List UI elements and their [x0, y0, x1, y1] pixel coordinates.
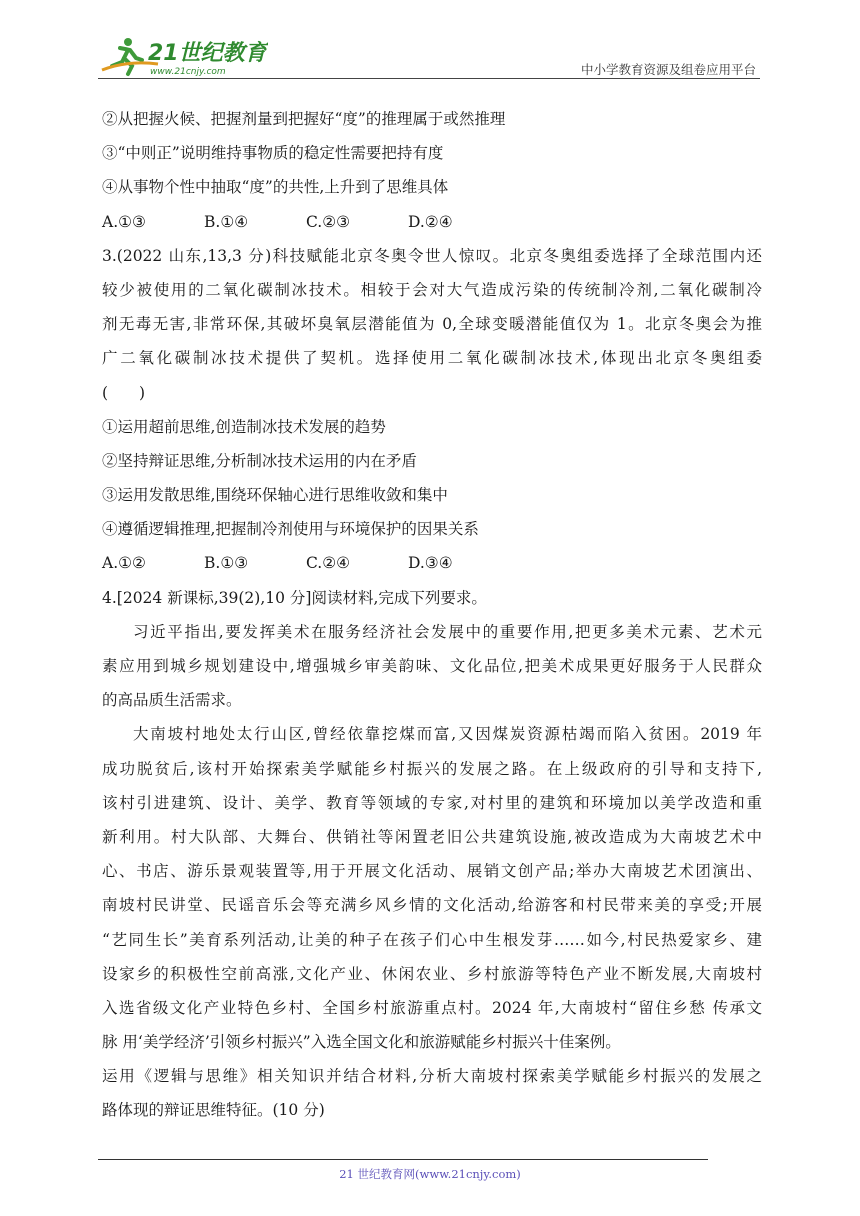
material-paragraph-2: 该村引进建筑、设计、美学、教育等领域的专家,对村里的建筑和环境加以美学改造和重 — [102, 793, 762, 812]
statement-4: ④从事物个性中抽取“度”的共性,上升到了思维具体 — [102, 178, 449, 197]
question-3-stem: 较少被使用的二氧化碳制冰技术。相较于会对大气造成污染的传统制冷剂,二氧化碳制冷 — [102, 280, 762, 299]
material-paragraph-1: 习近平指出,要发挥美术在服务经济社会发展中的重要作用,把更多美术元素、艺术元 — [133, 622, 762, 641]
question-3-stem: 广二氧化碳制冰技术提供了契机。选择使用二氧化碳制冰技术,体现出北京冬奥组委 — [102, 349, 762, 368]
statement-3: ③运用发散思维,围绕环保轴心进行思维收敛和集中 — [102, 486, 448, 505]
question-4-task: 路体现的辩证思维特征。(10 分) — [102, 1101, 325, 1120]
site-name: 中小学教育资源及组卷应用平台 — [580, 62, 756, 77]
material-paragraph-2: 心、书店、游乐景观装置等,用于开展文化活动、展销文创产品;举办大南坡艺术团演出、 — [102, 862, 762, 881]
option-d: D.③④ — [408, 554, 453, 573]
material-paragraph-2: 脉 用‘美学经济’引领乡村振兴”入选全国文化和旅游赋能乡村振兴十佳案例。 — [102, 1033, 621, 1052]
header-divider — [98, 78, 760, 79]
option-d: D.②④ — [408, 212, 453, 231]
answer-options-q3 — [102, 546, 762, 580]
option-c: C.②④ — [306, 554, 351, 573]
material-paragraph-2: 大南坡村地处太行山区,曾经依靠挖煤而富,又因煤炭资源枯竭而陷入贫困。2019 年 — [133, 725, 762, 744]
question-4-stem: 4.[2024 新课标,39(2),10 分]阅读材料,完成下列要求。 — [102, 588, 487, 607]
option-b: B.①③ — [204, 554, 249, 573]
site-logo — [98, 34, 268, 78]
option-a: A.①③ — [102, 212, 146, 231]
statement-3: ③“中则正”说明维持事物质的稳定性需要把持有度 — [102, 144, 444, 163]
material-paragraph-1: 素应用到城乡规划建设中,增强城乡审美韵味、文化品位,把美术成果更好服务于人民群众 — [102, 657, 762, 675]
option-b: B.①④ — [204, 212, 249, 231]
material-paragraph-2: 南坡村民讲堂、民谣音乐会等充满乡风乡情的文化活动,给游客和村民带来美的享受;开展 — [102, 896, 762, 915]
question-4-task: 运用《逻辑与思维》相关知识并结合材料,分析大南坡村探索美学赋能乡村振兴的发展之 — [102, 1067, 762, 1086]
question-3-stem: 剂无毒无害,非常环保,其破坏臭氧层潜能值为 0,全球变暖潜能值仅为 1。北京冬奥会为推 — [102, 315, 762, 334]
material-paragraph-2: 新利用。村大队部、大舞台、供销社等闲置老旧公共建筑设施,被改造成为大南坡艺术中 — [102, 827, 762, 846]
question-3-stem: 3.(2022 山东,13,3 分)科技赋能北京冬奥令世人惊叹。北京冬奥组委选择了全球范围内还 — [102, 246, 762, 265]
statement-2: ②从把握火候、把握剂量到把握好“度”的推理属于或然推理 — [102, 110, 506, 128]
svg-text:www.21cnjy.com: www.21cnjy.com — [150, 67, 226, 77]
statement-4: ④遵循逻辑推理,把握制冷剂使用与环境保护的因果关系 — [102, 520, 479, 539]
material-paragraph-2: 设家乡的积极性空前高涨,文化产业、休闲农业、乡村旅游等特色产业不断发展,大南坡村 — [102, 964, 762, 983]
answer-options-q2 — [102, 205, 762, 239]
svg-text:21世纪教育: 21世纪教育 — [148, 41, 267, 66]
footer-divider — [98, 1159, 708, 1160]
material-paragraph-2: 成功脱贫后,该村开始探索美学赋能乡村振兴的发展之路。在上级政府的引导和支持下, — [102, 759, 762, 778]
statement-1: ①运用超前思维,创造制冰技术发展的趋势 — [102, 417, 386, 436]
material-paragraph-2: “艺同生长”美育系列活动,让美的种子在孩子们心中生根发芽……如今,村民热爱家乡、建 — [102, 930, 762, 949]
material-paragraph-1: 的高品质生活需求。 — [102, 691, 242, 710]
statement-2: ②坚持辩证思维,分析制冰技术运用的内在矛盾 — [102, 451, 417, 470]
option-a: A.①② — [102, 554, 146, 573]
option-c: C.②③ — [306, 212, 351, 231]
material-paragraph-2: 入选省级文化产业特色乡村、全国乡村旅游重点村。2024 年,大南坡村“留住乡愁 传承文 — [102, 998, 762, 1017]
answer-blank: ( ) — [102, 383, 146, 402]
page-footer: 21 世纪教育网(www.21cnjy.com) — [339, 1167, 521, 1181]
page-header — [98, 30, 760, 80]
question-content — [102, 102, 762, 1128]
